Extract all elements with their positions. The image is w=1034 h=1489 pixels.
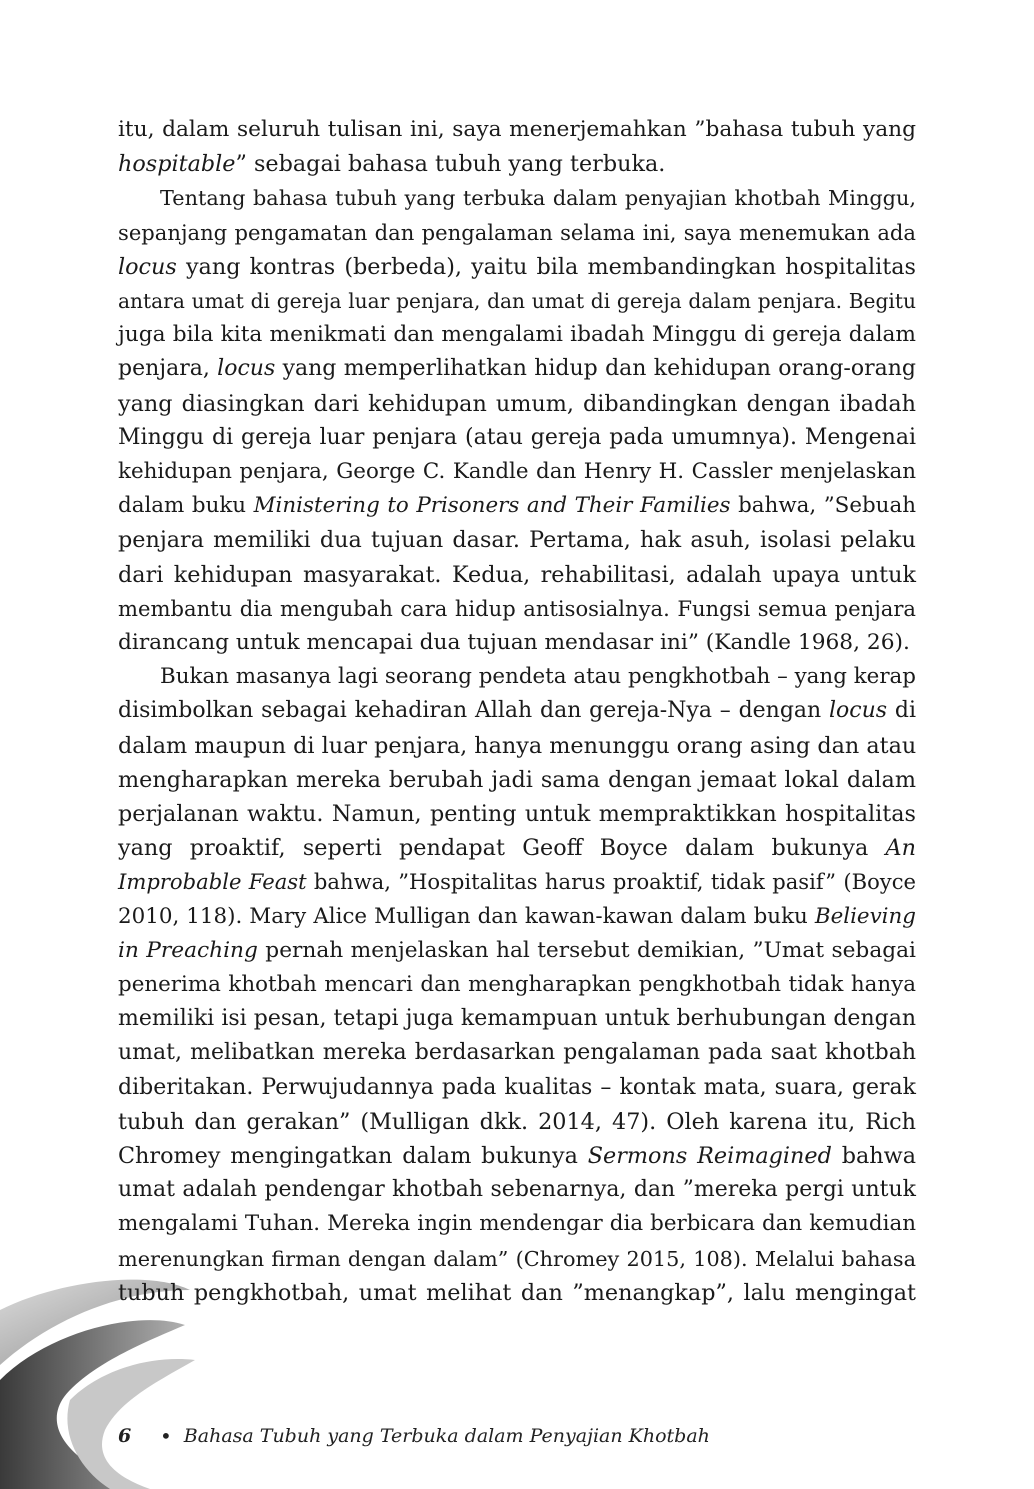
text-line <box>118 558 916 592</box>
text-span: di <box>887 698 916 724</box>
text-line <box>118 455 916 489</box>
italic-span: locus <box>118 253 177 280</box>
text-span: Bukan masanya lagi seorang pendeta atau pengkhotbah – yang kerap <box>160 664 916 690</box>
text-span: pernah menjelaskan hal tersebut demikian, ”Umat sebagai <box>257 937 916 963</box>
text-line <box>118 626 916 660</box>
text-line <box>118 489 916 523</box>
text-line <box>118 421 916 455</box>
text-span: merenungkan firman dengan dalam” (Chromey 2015, 108). Melalui bahasa <box>118 1246 916 1271</box>
text-line <box>118 968 916 1002</box>
text-span: 2010, 118). Mary Alice Mulligan dan kawan-kawan dalam buku <box>118 903 815 929</box>
text-span: umat, melibatkan mereka berdasarkan pengalaman pada saat khotbah <box>118 1040 916 1066</box>
text-span: penerima khotbah mencari dan mengharapkan pengkhotbah tidak hanya <box>118 972 916 997</box>
text-span: diberitakan. Perwujudannya pada kualitas – kontak mata, suara, gerak <box>118 1074 916 1100</box>
text-line <box>118 1276 916 1310</box>
text-span: dalam buku <box>118 493 254 519</box>
text-span: umat adalah pendengar khotbah sebenarnya, dan ”mereka pergi untuk <box>118 1177 916 1203</box>
page-number: 6 <box>118 1425 132 1447</box>
italic-span: Believing <box>814 903 916 929</box>
text-span: itu, dalam seluruh tulisan ini, saya menerjemahkan ”bahasa tubuh yang <box>118 117 916 142</box>
text-line <box>118 250 916 284</box>
text-span: dalam maupun di luar penjara, hanya menunggu orang asing dan atau <box>118 732 917 759</box>
footer-bullet: • <box>160 1424 172 1448</box>
text-span: mengalami Tuhan. Mereka ingin mendengar dia berbicara dan kemudian <box>118 1211 916 1237</box>
italic-span: in Preaching <box>118 937 258 963</box>
text-span: yang diasingkan dari kehidupan umum, dibandingkan dengan ibadah <box>118 390 916 417</box>
text-line <box>118 147 916 181</box>
text-line <box>118 318 916 352</box>
text-line <box>118 181 916 215</box>
text-span: Minggu di gereja luar penjara (atau gereja pada umumnya). Mengenai <box>118 424 916 450</box>
text-line <box>118 797 916 831</box>
text-line <box>118 934 916 968</box>
italic-span: locus <box>217 356 276 382</box>
text-span: yang memperlihatkan hidup dan kehidupan orang-orang <box>275 356 916 382</box>
text-span: dirancang untuk mencapai dua tujuan mendasar ini” (Kandle 1968, 26). <box>118 630 910 655</box>
text-line <box>118 1242 916 1276</box>
running-title: Bahasa Tubuh yang Terbuka dalam Penyajian Khotbah <box>183 1425 710 1447</box>
italic-span: hospitable <box>118 151 236 178</box>
text-line <box>118 1071 916 1105</box>
italic-span: Improbable Feast <box>118 869 307 895</box>
text-span: antara umat di gereja luar penjara, dan umat di gereja dalam penjara. Begitu <box>118 289 916 313</box>
text-span: bahwa, ”Hospitalitas harus proaktif, tidak pasif” (Boyce <box>306 869 916 895</box>
text-span: yang proaktif, seperti pendapat Geoff Boyce dalam bukunya <box>118 835 886 862</box>
text-line <box>118 1105 916 1139</box>
text-span: penjara memiliki dua tujuan dasar. Pertama, hak asuh, isolasi pelaku <box>118 527 916 554</box>
text-line <box>118 1173 916 1207</box>
text-span: ” sebagai bahasa tubuh yang terbuka. <box>235 151 666 178</box>
text-line <box>118 831 916 865</box>
text-span: juga bila kita menikmati dan mengalami ibadah Minggu di gereja dalam <box>118 322 916 348</box>
italic-span: Sermons Reimagined <box>587 1143 832 1169</box>
text-line <box>118 523 916 557</box>
text-line <box>118 387 916 421</box>
text-span: mengharapkan mereka berubah jadi sama dengan jemaat lokal dalam <box>118 766 916 793</box>
text-line <box>118 729 916 763</box>
italic-span: An <box>885 835 916 862</box>
text-span: memiliki isi pesan, tetapi juga kemampuan untuk berhubungan dengan <box>118 1006 916 1032</box>
text-line <box>118 865 916 899</box>
text-line <box>118 284 916 318</box>
text-span: tubuh dan gerakan” (Mulligan dkk. 2014, 47). Oleh karena itu, Rich <box>118 1108 916 1135</box>
text-span: bahwa, ”Sebuah <box>730 493 916 519</box>
text-span: Tentang bahasa tubuh yang terbuka dalam penyajian khotbah Minggu, <box>160 186 916 211</box>
text-line <box>118 1139 916 1173</box>
text-line <box>118 1207 916 1241</box>
text-span: tubuh pengkhotbah, umat melihat dan ”menangkap”, lalu mengingat <box>118 1279 916 1306</box>
text-line <box>118 694 916 728</box>
text-line <box>118 763 916 797</box>
text-span: dari kehidupan masyarakat. Kedua, rehabilitasi, adalah upaya untuk <box>118 561 916 588</box>
text-span: kehidupan penjara, George C. Kandle dan Henry H. Cassler menjelaskan <box>118 459 916 484</box>
text-line <box>118 1002 916 1036</box>
text-line <box>118 113 916 147</box>
text-line <box>118 216 916 250</box>
text-line <box>118 1036 916 1070</box>
text-span: yang kontras (berbeda), yaitu bila membandingkan hospitalitas <box>176 253 916 280</box>
text-span: Chromey mengingatkan dalam bukunya <box>118 1143 588 1169</box>
text-span: bahwa <box>831 1143 916 1169</box>
italic-span: locus <box>829 698 888 724</box>
text-span: sepanjang pengamatan dan pengalaman selama ini, saya menemukan ada <box>118 219 916 245</box>
page-footer <box>118 1418 710 1454</box>
text-line <box>118 900 916 934</box>
text-line <box>118 592 916 626</box>
text-span: membantu dia mengubah cara hidup antisosialnya. Fungsi semua penjara <box>118 595 916 621</box>
italic-span: Ministering to Prisoners and Their Families <box>253 493 731 519</box>
text-span: disimbolkan sebagai kehadiran Allah dan gereja-Nya – dengan <box>118 698 830 724</box>
text-line <box>118 352 916 386</box>
text-line <box>118 660 916 694</box>
text-span: perjalanan waktu. Namun, penting untuk mempraktikkan hospitalitas <box>118 801 916 827</box>
text-span: penjara, <box>118 356 218 382</box>
